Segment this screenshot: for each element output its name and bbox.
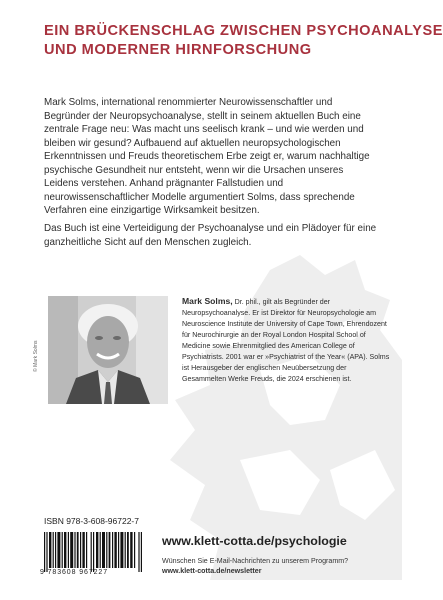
newsletter-prompt: Wünschen Sie E-Mail-Nachrichten zu unserem Programm?: [162, 557, 349, 565]
author-name: Mark Solms,: [182, 296, 233, 306]
description-paragraph-2: Das Buch ist eine Verteidigung der Psychoanalyse und ein Plädoyer für eine ganzheitliche Sicht auf den Menschen zugleich.: [44, 223, 377, 248]
barcode-digits: 9 783608 967227: [40, 569, 108, 576]
photo-credit: © Mark Solms: [33, 340, 39, 372]
headline: [44, 22, 443, 60]
isbn: ISBN 978-3-608-96722-7: [44, 516, 139, 526]
newsletter-link[interactable]: www.klett-cotta.de/newsletter: [162, 567, 262, 575]
author-bio-text: Dr. phil., gilt als Begründer der Neuropsychoanalyse. Er ist Direktor für Neuropsychologie am Neuroscience Institute der University of Cape Town, Ehrendozent für Neurochirurgie an der Royal London Hospital School of Medicine sowie Ehrenmitglied des American College of Psychiatrists. 2001 war er »Psychiatrist of the Year« (APA). Solms ist Herausgeber der englischen Neuübersetzung der Gesammelten Werke Freuds, die 2024 erschienen ist.: [182, 298, 390, 383]
description-paragraph-1: Mark Solms, international renommierter Neurowissenschaftler und Begründer der Neuropsychoanalyse, stellt in seinem aktuellen Buch eine zentrale Frage neu: Was macht uns seelisch krank – und wie werden und bleiben wir gesund? Aufbauend auf aktuellen neuropsychologischen Erkenntnissen und Freuds theoretischem Erbe zeigt er, warum nachhaltige psychische Gesundheit nur entsteht, wenn wir die Ursachen unseres Leidens verstehen. Anhand prägnanter Fallstudien und neurowissenschaftlicher Modelle argumentiert Solms, dass sprechende Verfahren eine einzigartige Wirksamkeit besitzen.: [44, 97, 370, 216]
headline-line-1: EIN BRÜCKENSCHLAG ZWISCHEN PSYCHOANALYSE: [44, 23, 443, 39]
publisher-website-link[interactable]: www.klett-cotta.de/psychologie: [162, 534, 347, 548]
barcode: [44, 532, 144, 572]
newsletter-block: [162, 556, 392, 576]
headline-line-2: UND MODERNER HIRNFORSCHUNG: [44, 42, 312, 58]
author-photo: [48, 296, 168, 404]
author-bio: [182, 296, 392, 385]
